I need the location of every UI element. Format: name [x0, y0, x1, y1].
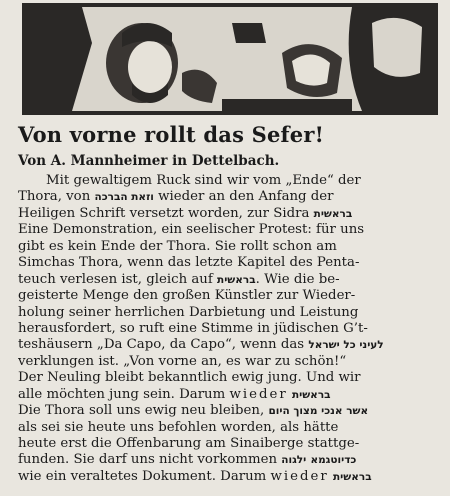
- body-line: [18, 469, 442, 485]
- body-line: [18, 420, 442, 436]
- text-segment: holung seiner herrlichen Darbietung und Leistung: [18, 304, 359, 320]
- text-segment: wieder: [270, 468, 329, 484]
- header-illustration: [22, 3, 438, 115]
- hebrew-word: בראשית: [313, 207, 353, 220]
- body-line: [18, 305, 442, 321]
- text-segment: gibt es kein Ende der Thora. Sie rollt schon am: [18, 238, 337, 254]
- text-segment: Thora, von: [18, 189, 91, 205]
- body-line: [18, 321, 442, 337]
- text-segment: alle möchten jung sein. Darum: [18, 386, 226, 402]
- body-line: [18, 239, 442, 255]
- woodcut-illustration-icon: [22, 3, 438, 115]
- body-line: [18, 452, 442, 468]
- body-line: [18, 354, 442, 370]
- text-segment: teshäusern „Da Capo, da Capo“, wenn das: [18, 337, 305, 353]
- body-line: [18, 255, 442, 271]
- text-segment: funden. Sie darf uns nicht vorkommen: [18, 452, 278, 468]
- body-line: [18, 403, 442, 419]
- text-segment: Mit gewaltigem Ruck sind wir vom „Ende“ der: [46, 173, 361, 188]
- hebrew-word: בראשית: [333, 470, 372, 483]
- text-segment: teuch verlesen ist, gleich auf: [18, 271, 213, 287]
- text-segment: wieder an den Anfang der: [158, 189, 334, 205]
- body-line: [18, 288, 442, 304]
- body-line: [18, 222, 442, 238]
- text-segment: heute erst die Offenbarung am Sinaiberge stattge-: [18, 436, 360, 451]
- text-segment: Die Thora soll uns ewig neu bleiben,: [18, 403, 265, 419]
- body-line: [18, 370, 442, 386]
- body-line: [18, 272, 442, 288]
- body-line: [18, 337, 442, 353]
- article-title: Von vorne rollt das Sefer!: [18, 122, 325, 147]
- text-segment: Heiligen Schrift versetzt worden, zur Sidra: [18, 205, 310, 221]
- hebrew-word: בראשית: [217, 273, 256, 286]
- article-byline: Von A. Mannheimer in Dettelbach.: [18, 153, 280, 169]
- text-segment: herausfordert, so ruft eine Stimme in jüdischen G’t-: [18, 320, 368, 336]
- hebrew-word: אשר אנכי מצוך היום: [268, 405, 369, 418]
- hebrew-word: ילגוה: [281, 454, 307, 467]
- text-segment: geisterte Menge den großen Künstler zur Wieder-: [18, 288, 356, 304]
- body-line: [18, 173, 442, 189]
- text-segment: Eine Demonstration, ein seelischer Protest: für uns: [18, 222, 365, 238]
- text-segment: Simchas Thora, wenn das letzte Kapitel des Penta-: [18, 255, 360, 271]
- hebrew-word: בראשית: [291, 388, 331, 401]
- text-segment: Der Neuling bleibt bekanntlich ewig jung. Und wir: [18, 370, 361, 386]
- text-segment: wie ein veraltetes Dokument. Darum: [18, 468, 267, 484]
- body-line: [18, 206, 442, 222]
- text-segment: wieder: [229, 386, 288, 402]
- article-body: [18, 173, 442, 485]
- hebrew-word: לעיני כל ישראל: [308, 339, 384, 352]
- hebrew-word: וזאת הברכה: [94, 191, 154, 204]
- body-line: [18, 189, 442, 205]
- hebrew-word: כדיוטגמא: [310, 454, 357, 467]
- body-line: [18, 387, 442, 403]
- text-segment: verklungen ist. „Von vorne an, es war zu schön!“: [18, 353, 347, 369]
- text-segment: . Wie die be-: [255, 271, 340, 287]
- body-line: [18, 436, 442, 452]
- text-segment: als sei sie heute uns befohlen worden, als hätte: [18, 419, 339, 435]
